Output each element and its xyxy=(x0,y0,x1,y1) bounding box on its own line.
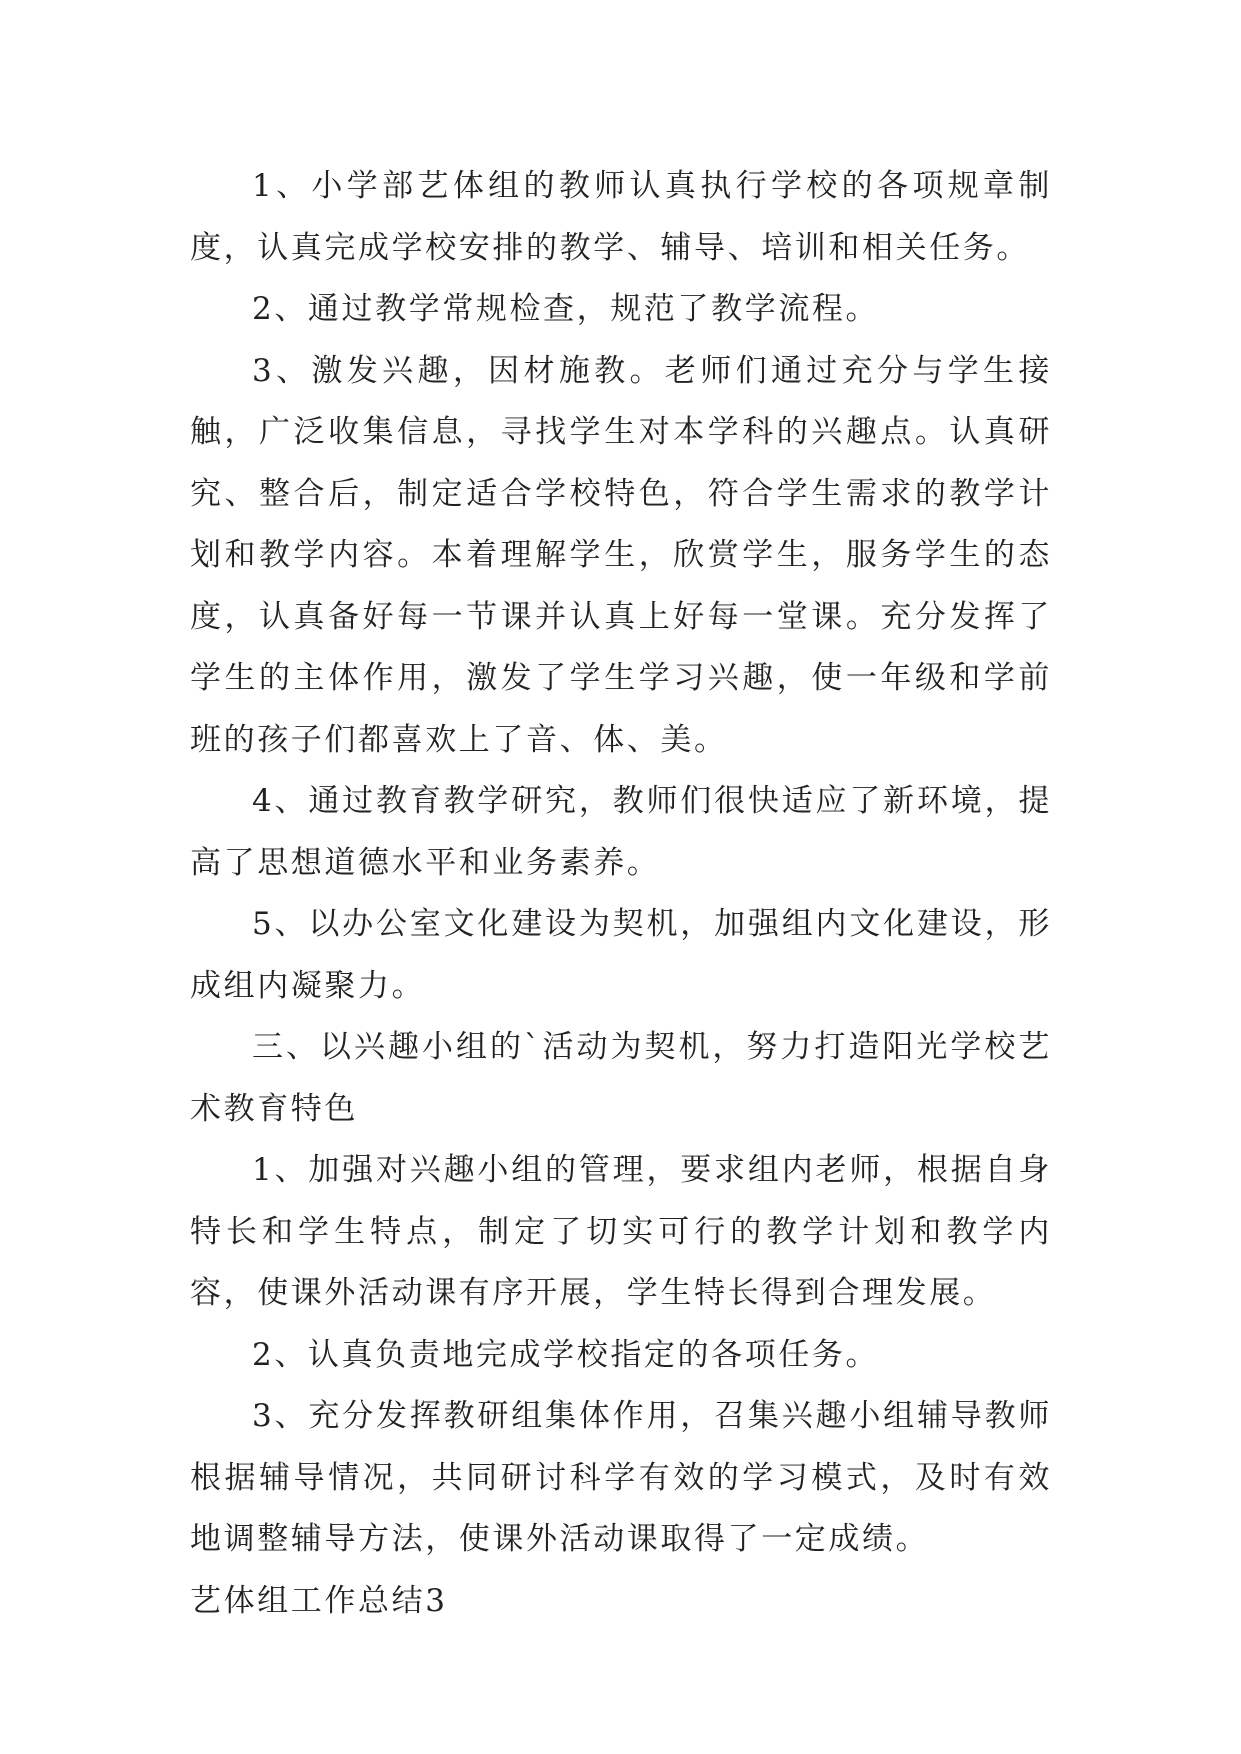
document-body xyxy=(190,156,1052,1632)
paragraph-item-5-office-culture: 5、以办公室文化建设为契机，加强组内文化建设，形成组内凝聚力。 xyxy=(190,906,1052,1004)
paragraph-item-3-interest: 3、激发兴趣，因材施教。老师们通过充分与学生接触，广泛收集信息，寻找学生对本学科的兴趣点。认真研究、整合后，制定适合学校特色，符合学生需求的教学计划和教学内容。本着理解学生，欣赏学生，服务学生的态度，认真备好每一节课并认真上好每一堂课。充分发挥了学生的主体作用，激发了学生学习兴趣，使一年级和学前班的孩子们都喜欢上了音、体、美。 xyxy=(190,352,1052,758)
paragraph-item-3-collective: 3、充分发挥教研组集体作用，召集兴趣小组辅导教师根据辅导情况，共同研讨科学有效的学习模式，及时有效地调整辅导方法，使课外活动课取得了一定成绩。 xyxy=(190,1398,1052,1557)
paragraph-item-1-rules: 1、小学部艺体组的教师认真执行学校的各项规章制度，认真完成学校安排的教学、辅导、培训和相关任务。 xyxy=(190,168,1052,266)
section-heading-three: 三、以兴趣小组的`活动为契机，努力打造阳光学校艺术教育特色 xyxy=(190,1029,1052,1127)
paragraph-item-1-interest-groups: 1、加强对兴趣小组的管理，要求组内老师，根据自身特长和学生特点，制定了切实可行的教学计划和教学内容，使课外活动课有序开展，学生特长得到合理发展。 xyxy=(190,1152,1052,1311)
paragraph-item-2-tasks: 2、认真负责地完成学校指定的各项任务。 xyxy=(252,1336,880,1373)
paragraph-item-2-inspection: 2、通过教学常规检查，规范了教学流程。 xyxy=(252,291,880,327)
paragraph-item-4-research: 4、通过教育教学研究，教师们很快适应了新环境，提高了思想道德水平和业务素养。 xyxy=(190,783,1052,881)
document-title-summary-3: 艺体组工作总结3 xyxy=(190,1582,448,1619)
